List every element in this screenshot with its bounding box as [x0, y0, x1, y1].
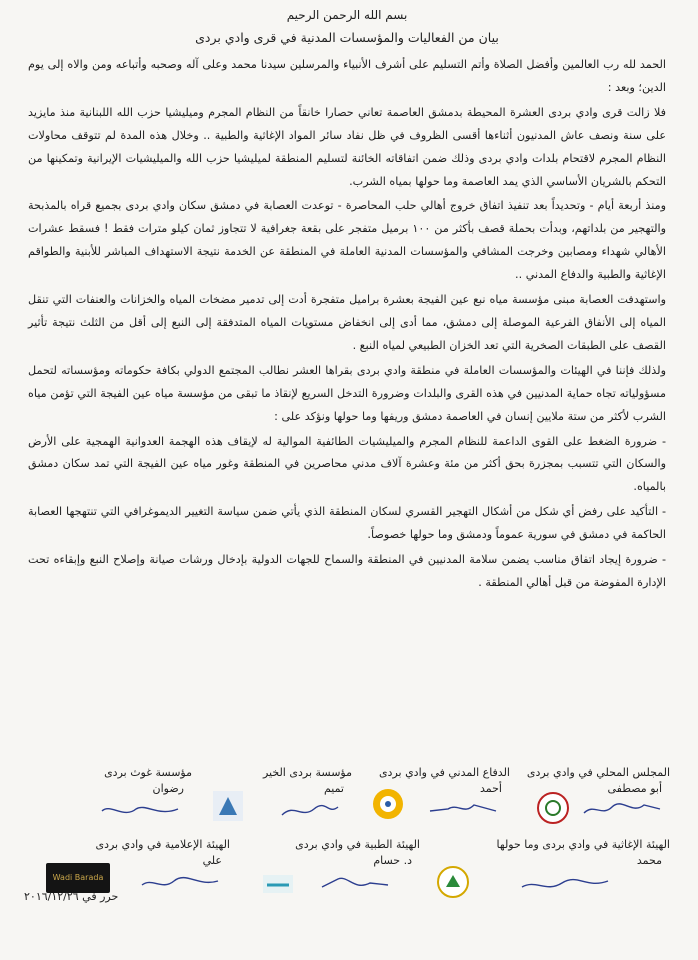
signatory-org: الهيئة الطبية في وادي بردى [295, 838, 420, 851]
signature-scribble-icon [140, 873, 220, 893]
signatory-org: مؤسسة غوث بردى [104, 766, 192, 779]
signatory-person: أبو مصطفى [607, 782, 662, 795]
signatory-person: رضوان [152, 782, 184, 795]
signature-scribble-icon [280, 801, 340, 821]
signatory-org: الدفاع المدني في وادي بردى [378, 766, 510, 779]
signatory-person: محمد [636, 854, 662, 867]
media-committee-logo-icon [46, 863, 110, 893]
civil-defense-logo-icon [371, 787, 405, 821]
statement-title: بيان من الفعاليات والمؤسسات المدنية في قرى وادي بردى [195, 30, 499, 45]
paragraph-siege: فلا زالت قرى وادي بردى العشرة المحيطة بدمشق العاصمة تعاني حصارا خانقاً من النظام المجرم وميليشيا حزب الله اللبنانية منذ مايزيد على سنة ونصف عاش المدنيون أثناءها أقسى الظروف في ظل نفاد سائر المواد الإغاثية والطبية .. وخلال هذه المدة لم تتوقف محاولات النظام المجرم لاقتحام بلدات وادي بردى وذلك ضمن اتفاقاته الخائنة لتسليم المنطقة لميليشيا حزب الله والميليشيات الإيرانية وتمكينها من التحكم بالشريان الأساسي الذي يمد العاصمة وما حولها بمياه الشرب. [28, 105, 666, 188]
issue-date: حرر في ٢٠١٦/١٢/٢٦ [24, 890, 119, 903]
paragraph-water-station: واستهدفت العصابة مبنى مؤسسة مياه نبع عين الفيجة بعشرة براميل متفجرة أدت إلى تدمير مضخات المياه والخزانات والعنفات التي تنقل المياه إلى الأنفاق الفرعية الموصلة إلى دمشق، مما أدى إلى انخفاض مستويات المياه المتدفقة إلى النبع إلى أقل من الثلث نتيجة تأثير القصف على الطبقات الصخرية التي تعد الخزان الطبيعي لمياه النبع . [28, 293, 666, 352]
basmala: بسم الله الرحمن الرحيم [286, 8, 408, 22]
medical-committee-logo-icon [261, 867, 295, 901]
demand-agreement: - ضرورة إيجاد اتفاق مناسب يضمن سلامة المدنيين في المنطقة والسماح للجهات الدولية بإدخال ورشات صيانة وإصلاح النبع وإبقاءه تحت الإدارة المفوضة من قبل أهالي المنطقة . [28, 553, 666, 589]
signature-scribble-icon [520, 875, 610, 895]
signatory-person: د. حسام [373, 854, 412, 867]
signatures-block [28, 765, 670, 935]
demand-no-displacement: - التأكيد على رفض أي شكل من أشكال التهجير القسري لسكان المنطقة الذي يأتي ضمن سياسة التغيير الديموغرافي التي تنتهجها العصابة الحاكمة في دمشق في سورية عموماً ودمشق وما حولها خصوصاً. [28, 505, 666, 542]
signatory-org: الهيئة الإغاثية في وادي بردى وما حولها [496, 838, 670, 851]
statement-body [28, 54, 666, 595]
signatory-person: علي [202, 854, 222, 867]
demand-pressure: - ضرورة الضغط على القوى الداعمة للنظام المجرم والميليشيات الطائفية الموالية له لإيقاف هذه الهجمة العدوانية الهمجية على الأرض والسكان التي تتسبب بمجزرة بحق أكثر من مئة وعشرة آلاف مدني محاصرين في المنطقة وغور مياه عين الفيجة التي تمد سكان دمشق بالمياه. [28, 434, 666, 494]
signature-scribble-icon [428, 799, 498, 819]
signatory-org: مؤسسة بردى الخير [262, 766, 352, 779]
signatory-org: الهيئة الإعلامية في وادي بردى [95, 838, 230, 851]
media-logo-text: Wadi Barada [52, 873, 104, 882]
signatory-medical-committee [270, 837, 420, 869]
signatory-person: أحمد [480, 782, 502, 795]
signature-scribble-icon [582, 799, 662, 819]
signatory-local-council [520, 765, 670, 797]
signatory-ghouth-barada [42, 765, 192, 797]
signature-scribble-icon [320, 873, 390, 893]
signatory-person: تميم [323, 782, 344, 795]
local-council-logo-icon [536, 791, 570, 825]
signature-scribble-icon [100, 801, 180, 821]
paragraph-bombing: ومنذ أربعة أيام - وتحديداً بعد تنفيذ اتفاق خروج أهالي حلب المحاصرة - توعدت العصابة في دمشق سكان وادي بردى بجميع قراه بالمذبحة والتهجير من بلداتهم، وبدأت بحملة قصف بأكثر من ١٠٠ برميل متفجر على بقعة جغرافية لا تتجاوز ثمان كيلو مترات فقط ! فسقط عشرات الأهالي شهداء ومصابين وخرجت المشافي والمؤسسات المدنية العاملة في المنطقة عن الخدمة نتيجة الاستهداف المباشر للأبنية والطواقم الإغاثية والطبية والدفاع المدني .. [28, 199, 666, 282]
barada-alkhair-logo-icon [211, 789, 245, 823]
paragraph-opening: الحمد لله رب العالمين وأفضل الصلاة وأتم التسليم على أشرف الأنبياء والمرسلين سيدنا محمد وعلى آله وصحبه وأتباعه ومن والاه إلى يوم الدين؛ وبعد : [28, 58, 666, 94]
relief-committee-logo-icon [436, 865, 470, 899]
paragraph-demands: ولذلك فإننا في الهيئات والمؤسسات العاملة في منطقة وادي بردى بقراها العشر نطالب المجتمع الدولي بكافة حكوماته ومؤسساته لتحمل مسؤولياته تجاه حماية المدنيين في هذه القرى والبلدات وضرورة التدخل السريع لإنقاذ ما تبقى من مؤسسة مياه عين الفيجة التي تؤمن مياه الشرب لأكثر من ستة ملايين إنسان في العاصمة دمشق وريفها وما حولها ونؤكد على : [28, 363, 666, 423]
signatory-org: المجلس المحلي في وادي بردى [526, 766, 670, 779]
signatory-relief-committee [460, 837, 670, 869]
